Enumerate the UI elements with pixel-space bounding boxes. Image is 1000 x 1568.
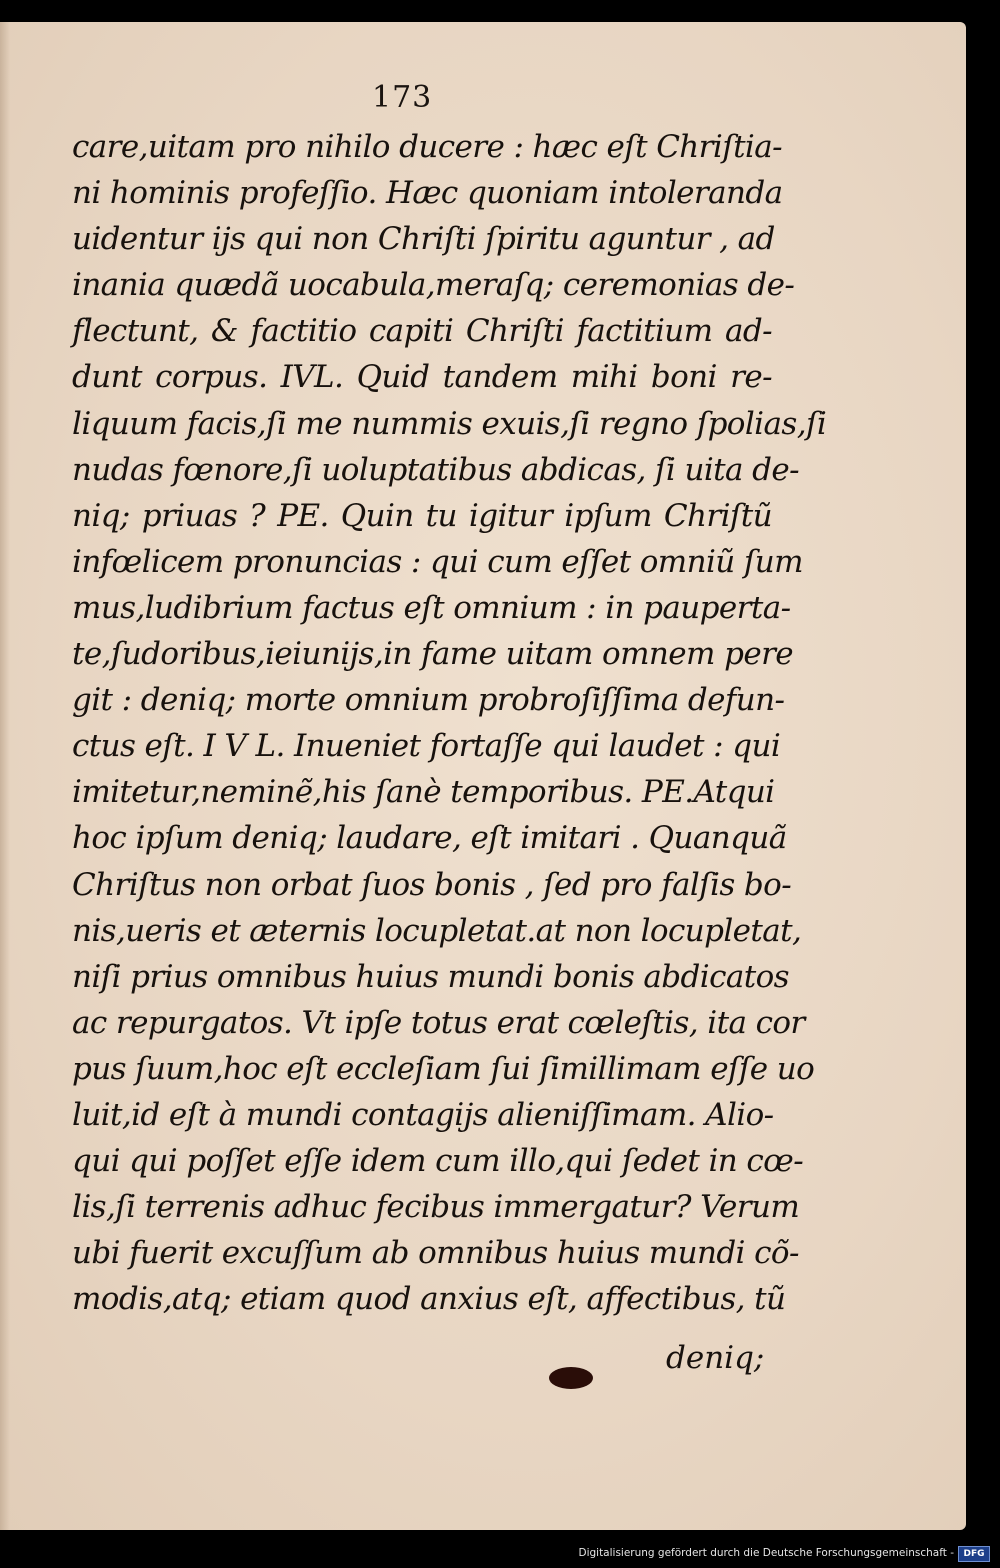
text-line: niſi prius omnibus huius mundi bonis abdicatos [72, 958, 789, 995]
text-line: luit,id eſt à mundi contagijs alieniſſimam. Alio- [72, 1096, 774, 1133]
text-line: qui qui poſſet eſſe idem cum illo,qui ſedet in cœ- [72, 1143, 804, 1180]
text-line: ubi fuerit excuſſum ab omnibus huius mundi cõ- [72, 1235, 799, 1272]
dfg-logo-icon: DFG [958, 1546, 990, 1562]
text-line: dunt corpus. IVL. Quid tandem mihi boni re- [72, 359, 772, 396]
text-line: imitetur,neminẽ,his ſanè temporibus. PE.Atqui [72, 774, 775, 811]
text-line: nis,ueris et æternis locupletat.at non locupletat, [72, 912, 802, 949]
text-line: hoc ipſum deniq; laudare, eſt imitari . Quanquã [72, 820, 787, 857]
catchword: deniq; [666, 1340, 765, 1376]
page-number: 173 [372, 80, 433, 115]
text-line: uidentur ijs qui non Chriſti ſpiritu aguntur , ad [72, 221, 775, 258]
book-page [0, 22, 966, 1530]
text-line: infœlicem pronuncias : qui cum eſſet omniũ ſum [72, 543, 803, 580]
text-line: pus ſuum,hoc eſt eccleſiam ſui ſimillimam eſſe uo [72, 1050, 815, 1087]
text-line: Chriſtus non orbat ſuos bonis , ſed pro falſis bo- [72, 866, 792, 903]
text-line: mus,ludibrium factus eſt omnium : in pauperta- [72, 589, 791, 626]
ink-blot [549, 1367, 593, 1389]
text-line: ac repurgatos. Vt ipſe totus erat cœleſtis, ita cor [72, 1004, 805, 1041]
text-line: care,uitam pro nihilo ducere : hæc eſt Chriſtia- [72, 129, 783, 165]
funding-credit: Digitalisierung gefördert durch die Deutsche Forschungsgemeinschaft - [578, 1547, 954, 1559]
text-line: lis,ſi terrenis adhuc fecibus immergatur? Verum [72, 1189, 800, 1226]
text-line: liquum facis,ſi me nummis exuis,ſi regno ſpolias,ſi [72, 405, 827, 442]
text-line: ni hominis profeſſio. Hæc quoniam intoleranda [72, 175, 783, 212]
text-block [72, 124, 827, 1322]
text-line: git : deniq; morte omnium probroſiſſima defun- [72, 682, 785, 719]
text-line: nudas fœnore,ſi uoluptatibus abdicas, ſi uita de- [72, 451, 799, 488]
page-edge-shadow [0, 22, 10, 1530]
text-line: modis,atq; etiam quod anxius eſt, affectibus, tũ [72, 1281, 786, 1318]
footer-bar [0, 1530, 1000, 1568]
text-line: ctus eſt. I V L. Inueniet fortaſſe qui laudet : qui [72, 728, 781, 765]
text-line: niq; priuas ? PE. Quin tu igitur ipſum Chriſtũ [72, 497, 772, 534]
text-line: flectunt, & factitio capiti Chriſti factitium ad- [72, 313, 772, 350]
text-line: te,ſudoribus,ieiunijs,in fame uitam omnem pere [72, 636, 794, 673]
text-line: inania quædã uocabula,meraſq; ceremonias de- [72, 267, 795, 304]
